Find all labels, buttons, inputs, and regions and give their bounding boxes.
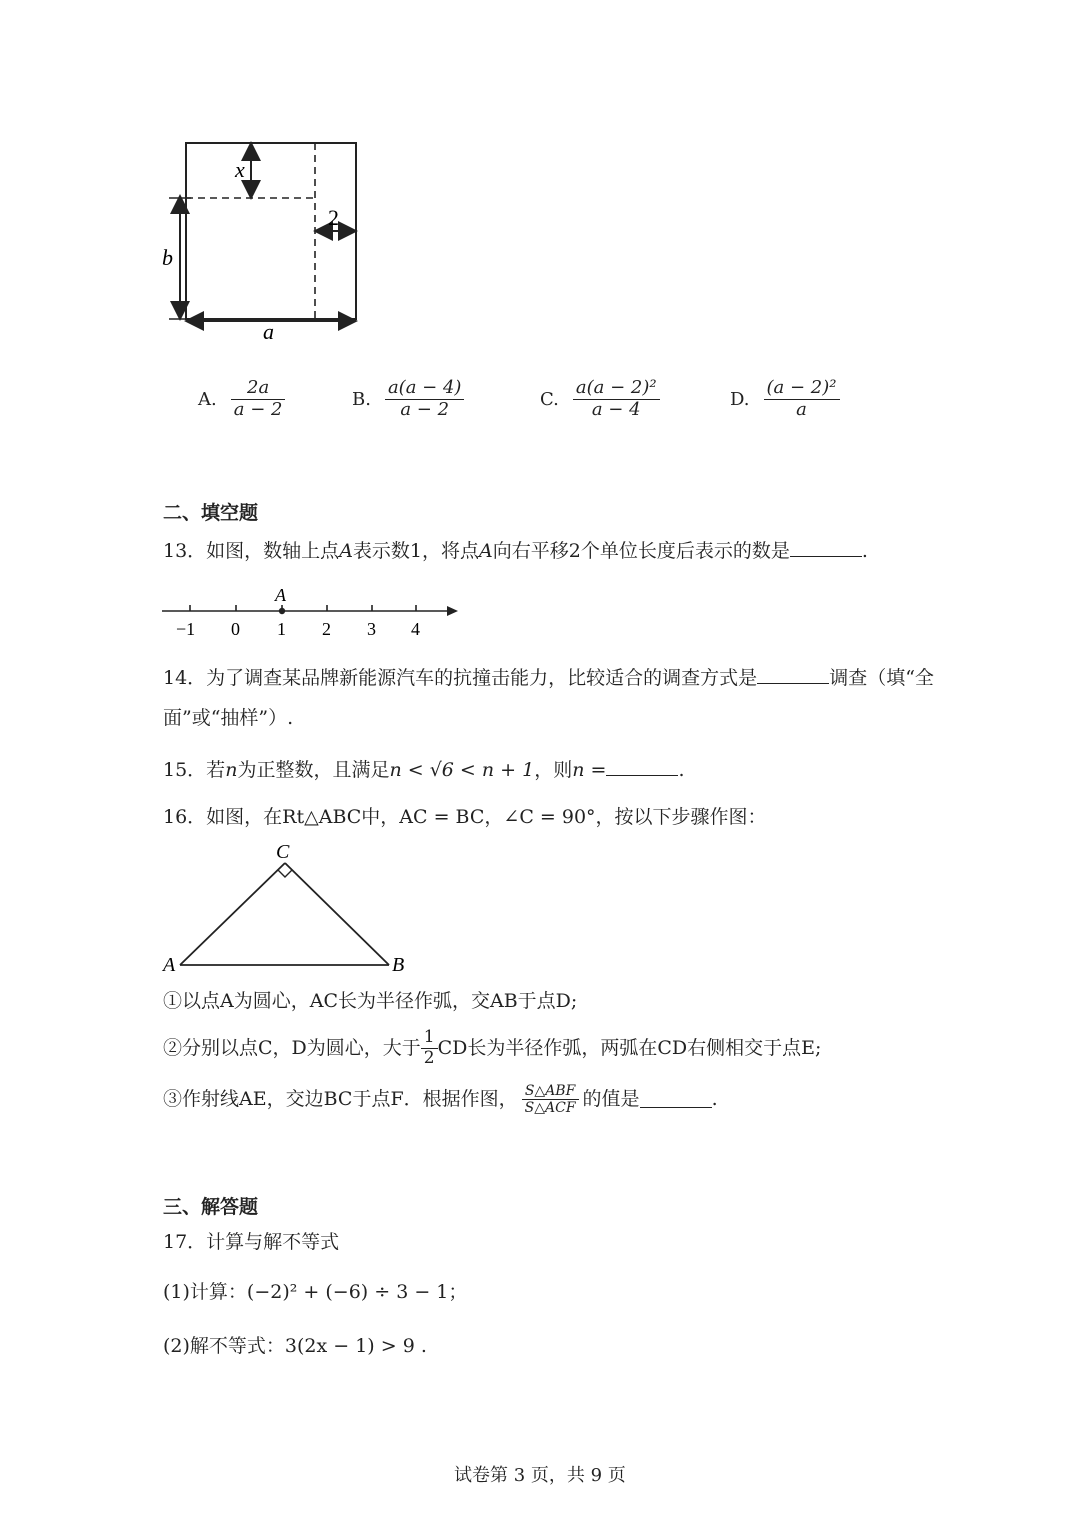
q13-answer-blank	[790, 540, 862, 557]
q16-step3-b: 的值是	[582, 1088, 640, 1111]
q14-answer-blank	[757, 667, 829, 684]
tick-label-2: 2	[322, 619, 331, 639]
option-b-letter: B.	[352, 388, 371, 410]
q14-line1-b: 调查（填“全	[829, 667, 934, 689]
q17-title: 17．计算与解不等式	[163, 1231, 340, 1253]
label-a: a	[263, 319, 274, 344]
q14-line2: 面”或“抽样”）.	[163, 707, 294, 729]
point-a-dot	[279, 608, 285, 614]
number-line	[160, 584, 465, 644]
side-bc	[285, 863, 389, 965]
q16-half-num: 1	[421, 1028, 438, 1049]
option-a	[198, 378, 285, 420]
section2-title: 二、填空题	[163, 502, 259, 524]
q13-end: .	[861, 540, 868, 562]
number-line-arrow-head	[447, 606, 458, 616]
option-a-numerator: 2a	[231, 378, 286, 400]
page-footer: 试卷第 3 页，共 9 页	[454, 1465, 626, 1486]
label-b: b	[162, 245, 173, 270]
q16-answer-blank	[640, 1091, 712, 1108]
q16-step2-b: CD长为半径作弧，两弧在CD右侧相交于点E;	[437, 1036, 822, 1059]
option-b-denominator: a − 2	[400, 398, 450, 420]
q16-step3	[163, 1083, 718, 1116]
q15-mid: 为正整数，且满足	[237, 759, 390, 781]
q14-line1-a: 14．为了调查某品牌新能源汽车的抗撞击能力，比较适合的调查方式是	[163, 667, 758, 689]
q17-part2: (2)解不等式：3(2x − 1) > 9 .	[163, 1335, 427, 1357]
option-d-numerator: (a − 2)²	[764, 378, 840, 400]
tick-label-neg1: −1	[176, 619, 196, 639]
option-c-letter: C.	[540, 388, 559, 410]
q16-half-den: 2	[423, 1047, 435, 1068]
q15-then: ，则	[534, 759, 573, 781]
option-d-denominator: a	[796, 398, 807, 420]
q13-point-a-2: A	[479, 540, 493, 562]
q15-end: .	[678, 759, 685, 781]
q15-text	[163, 759, 684, 780]
vertex-c-label: C	[276, 841, 290, 863]
right-angle-mark	[278, 870, 292, 877]
tick-label-1: 1	[277, 619, 286, 639]
q16-step2	[163, 1028, 821, 1068]
side-ac	[180, 863, 285, 965]
option-b	[352, 378, 464, 420]
q13-text-before: 13．如图，数轴上点	[163, 540, 340, 562]
rectangle-dimension-diagram	[155, 130, 375, 350]
q13-text-mid1: 表示数1，将点	[352, 540, 480, 562]
q16-area-ratio	[522, 1083, 579, 1116]
q13-text-mid2: 向右平移2个单位长度后表示的数是	[492, 540, 790, 562]
vertex-b-label: B	[392, 954, 405, 976]
q14-line1	[163, 667, 934, 688]
q16-step3-a: ③作射线AE，交边BC于点F．根据作图，	[163, 1088, 518, 1111]
q16-step2-a: ②分别以点C，D为圆心，大于	[163, 1036, 421, 1059]
right-triangle-diagram	[160, 838, 420, 978]
q15-inequality: n < √6 < n + 1	[389, 759, 535, 781]
label-2: 2	[328, 205, 339, 230]
q16-ratio-den: S△ACF	[524, 1100, 576, 1117]
q15-answer-blank	[606, 759, 678, 776]
option-a-denominator: a − 2	[233, 398, 283, 420]
option-d-letter: D.	[730, 388, 750, 410]
tick-label-0: 0	[231, 619, 240, 639]
q17-part1: (1)计算：(−2)² + (−6) ÷ 3 − 1；	[163, 1281, 468, 1303]
option-a-letter: A.	[198, 388, 217, 410]
option-c	[540, 378, 660, 420]
section3-title: 三、解答题	[163, 1196, 259, 1218]
option-d	[730, 378, 840, 420]
q16-ratio-num: S△ABF	[522, 1083, 579, 1100]
q15-equation: n =	[572, 759, 607, 781]
vertex-a-label: A	[163, 954, 176, 976]
q16-step1: ①以点A为圆心，AC长为半径作弧，交AB于点D;	[163, 990, 578, 1012]
q16-half-fraction	[421, 1028, 438, 1068]
q16-end: .	[711, 1088, 718, 1111]
q13-point-a: A	[339, 540, 353, 562]
q13-text	[163, 540, 868, 561]
q16-intro: 16．如图，在Rt△ABC中，AC = BC，∠C = 90°，按以下步骤作图：	[163, 806, 767, 828]
q15-n: n	[225, 759, 238, 781]
option-c-denominator: a − 4	[591, 398, 641, 420]
q15-prefix: 15．若	[163, 759, 226, 781]
tick-label-3: 3	[367, 619, 376, 639]
option-b-numerator: a(a − 4)	[385, 378, 465, 400]
label-x: x	[235, 157, 245, 182]
tick-label-4: 4	[411, 619, 420, 639]
option-c-numerator: a(a − 2)²	[573, 378, 660, 400]
point-a-label: A	[275, 585, 286, 605]
